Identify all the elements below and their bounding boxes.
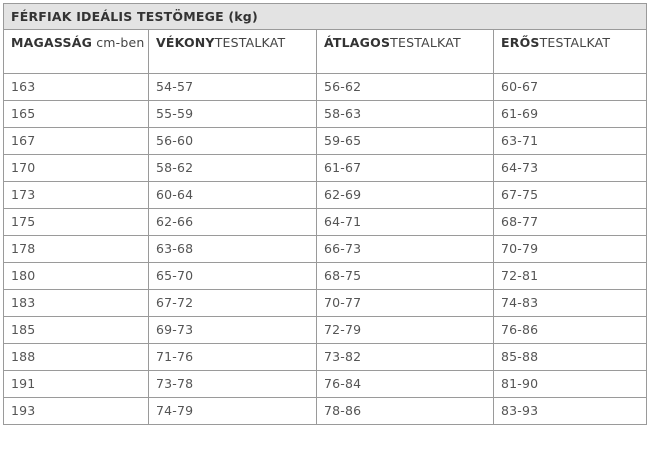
table-row <box>4 290 647 317</box>
cell-average: 70-77 <box>317 290 494 317</box>
cell-average: 61-67 <box>317 155 494 182</box>
header-thin-bold: VÉKONY <box>156 35 215 50</box>
cell-thin: 56-60 <box>149 128 317 155</box>
cell-height: 170 <box>4 155 149 182</box>
table-row <box>4 236 647 263</box>
header-average <box>317 30 494 74</box>
cell-strong: 70-79 <box>494 236 647 263</box>
cell-thin: 65-70 <box>149 263 317 290</box>
header-thin-rest: TESTALKAT <box>214 35 286 50</box>
table-row <box>4 263 647 290</box>
table-row <box>4 344 647 371</box>
cell-strong: 63-71 <box>494 128 647 155</box>
header-average-rest: TESTALKAT <box>390 35 461 50</box>
cell-average: 73-82 <box>317 344 494 371</box>
cell-height: 191 <box>4 371 149 398</box>
header-strong-bold: ERŐS <box>501 35 540 50</box>
cell-strong: 72-81 <box>494 263 647 290</box>
cell-height: 163 <box>4 74 149 101</box>
cell-thin: 73-78 <box>149 371 317 398</box>
table-row <box>4 182 647 209</box>
cell-average: 76-84 <box>317 371 494 398</box>
cell-height: 175 <box>4 209 149 236</box>
cell-strong: 85-88 <box>494 344 647 371</box>
cell-strong: 64-73 <box>494 155 647 182</box>
cell-thin: 62-66 <box>149 209 317 236</box>
cell-height: 165 <box>4 101 149 128</box>
header-height-unit: cm-ben <box>92 35 145 50</box>
cell-strong: 67-75 <box>494 182 647 209</box>
cell-strong: 61-69 <box>494 101 647 128</box>
header-strong <box>494 30 647 74</box>
cell-strong: 76-86 <box>494 317 647 344</box>
table-row <box>4 101 647 128</box>
cell-thin: 58-62 <box>149 155 317 182</box>
table-title: FÉRFIAK IDEÁLIS TESTÖMEGE (kg) <box>4 4 647 30</box>
table-row <box>4 155 647 182</box>
cell-strong: 83-93 <box>494 398 647 425</box>
weight-table-container <box>3 3 646 425</box>
cell-average: 62-69 <box>317 182 494 209</box>
cell-thin: 63-68 <box>149 236 317 263</box>
header-thin <box>149 30 317 74</box>
ideal-weight-table <box>3 3 647 425</box>
cell-height: 188 <box>4 344 149 371</box>
cell-height: 178 <box>4 236 149 263</box>
cell-average: 66-73 <box>317 236 494 263</box>
cell-average: 64-71 <box>317 209 494 236</box>
cell-average: 58-63 <box>317 101 494 128</box>
cell-average: 78-86 <box>317 398 494 425</box>
cell-thin: 55-59 <box>149 101 317 128</box>
cell-average: 56-62 <box>317 74 494 101</box>
cell-average: 72-79 <box>317 317 494 344</box>
cell-strong: 60-67 <box>494 74 647 101</box>
cell-thin: 60-64 <box>149 182 317 209</box>
cell-height: 180 <box>4 263 149 290</box>
cell-height: 193 <box>4 398 149 425</box>
table-row <box>4 317 647 344</box>
cell-strong: 68-77 <box>494 209 647 236</box>
cell-height: 167 <box>4 128 149 155</box>
header-height-bold: MAGASSÁG <box>11 35 93 50</box>
header-average-bold: ÁTLAGOS <box>324 35 391 50</box>
table-header-row <box>4 30 647 74</box>
cell-average: 59-65 <box>317 128 494 155</box>
cell-thin: 71-76 <box>149 344 317 371</box>
table-row <box>4 398 647 425</box>
table-row <box>4 128 647 155</box>
cell-height: 183 <box>4 290 149 317</box>
cell-average: 68-75 <box>317 263 494 290</box>
cell-thin: 54-57 <box>149 74 317 101</box>
cell-thin: 67-72 <box>149 290 317 317</box>
cell-thin: 69-73 <box>149 317 317 344</box>
table-title-row <box>4 4 647 30</box>
header-strong-rest: TESTALKAT <box>539 35 611 50</box>
table-row <box>4 371 647 398</box>
cell-height: 185 <box>4 317 149 344</box>
cell-thin: 74-79 <box>149 398 317 425</box>
header-height <box>4 30 149 74</box>
cell-height: 173 <box>4 182 149 209</box>
table-row <box>4 209 647 236</box>
cell-strong: 81-90 <box>494 371 647 398</box>
table-row <box>4 74 647 101</box>
cell-strong: 74-83 <box>494 290 647 317</box>
